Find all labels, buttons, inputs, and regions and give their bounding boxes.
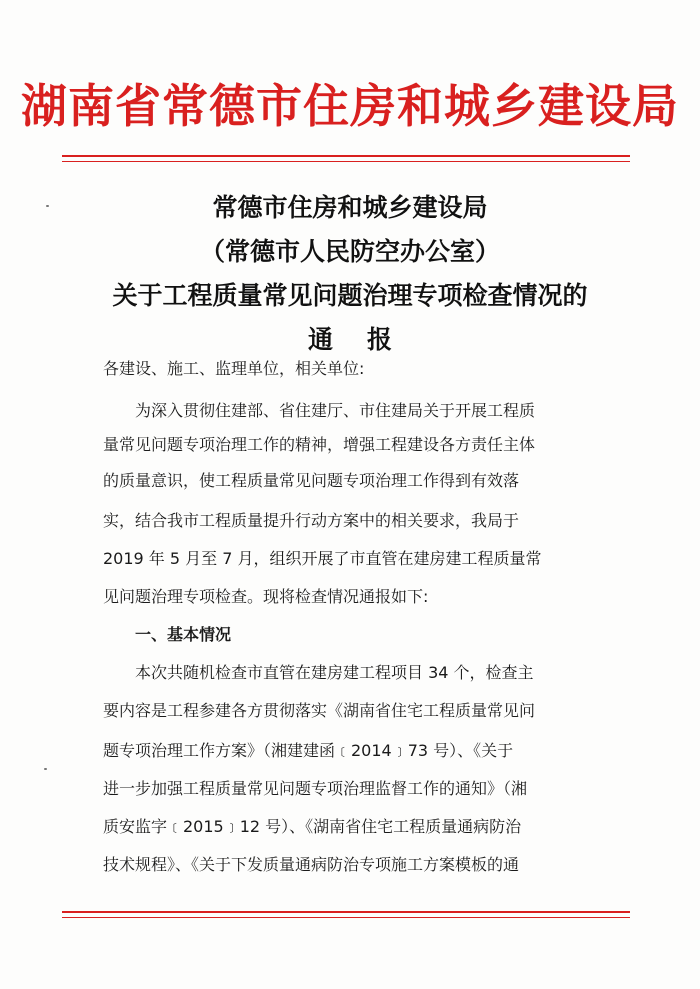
masthead-org-name: 湖南省常德市住房和城乡建设局: [21, 79, 679, 133]
intro-line-6: 见问题治理专项检查。现将检查情况通报如下:: [103, 587, 429, 606]
footer-rule-bottom: [62, 917, 630, 918]
intro-line-2: 量常见问题专项治理工作的精神，增强工程建设各方责任主体: [103, 435, 536, 454]
document-title: [0, 186, 700, 362]
title-line-3: 关于工程质量常见问题治理专项检查情况的: [112, 281, 588, 310]
scan-speck: [44, 768, 47, 770]
section-line-1: 本次共随机检查市直管在建房建工程项目 34 个，检查主: [135, 663, 534, 682]
section-line-6: 技术规程》、《关于下发质量通病防治专项施工方案模板的通: [103, 855, 520, 874]
masthead-rule-bottom: [62, 161, 630, 162]
title-line-4: 通报: [307, 325, 426, 354]
intro-line-4: 实，结合我市工程质量提升行动方案中的相关要求，我局于: [103, 511, 520, 530]
footer-rule-top: [62, 911, 630, 913]
intro-line-3: 的质量意识，使工程质量常见问题专项治理工作得到有效落: [103, 471, 520, 490]
section-heading: 一、基本情况: [135, 625, 232, 644]
intro-line-5: 2019 年 5 月至 7 月，组织开展了市直管在建房建工程质量常: [103, 549, 542, 568]
section-line-2: 要内容是工程参建各方贯彻落实《湖南省住宅工程质量常见问: [103, 701, 536, 720]
intro-line-1: 为深入贯彻住建部、省住建厅、市住建局关于开展工程质: [135, 401, 536, 420]
section-line-5: 质安监字﹝2015﹞12 号）、《湖南省住宅工程质量通病防治: [103, 817, 522, 836]
title-line-2: （常德市人民防空办公室）: [199, 237, 500, 266]
masthead-rule-top: [62, 155, 630, 157]
section-line-4: 进一步加强工程质量常见问题专项治理监督工作的通知》（湘: [103, 779, 528, 798]
salutation: 各建设、施工、监理单位，相关单位:: [103, 359, 365, 378]
title-line-1: 常德市住房和城乡建设局: [212, 193, 488, 222]
section-line-3: 题专项治理工作方案》（湘建建函﹝2014﹞73 号）、《关于: [103, 741, 514, 760]
